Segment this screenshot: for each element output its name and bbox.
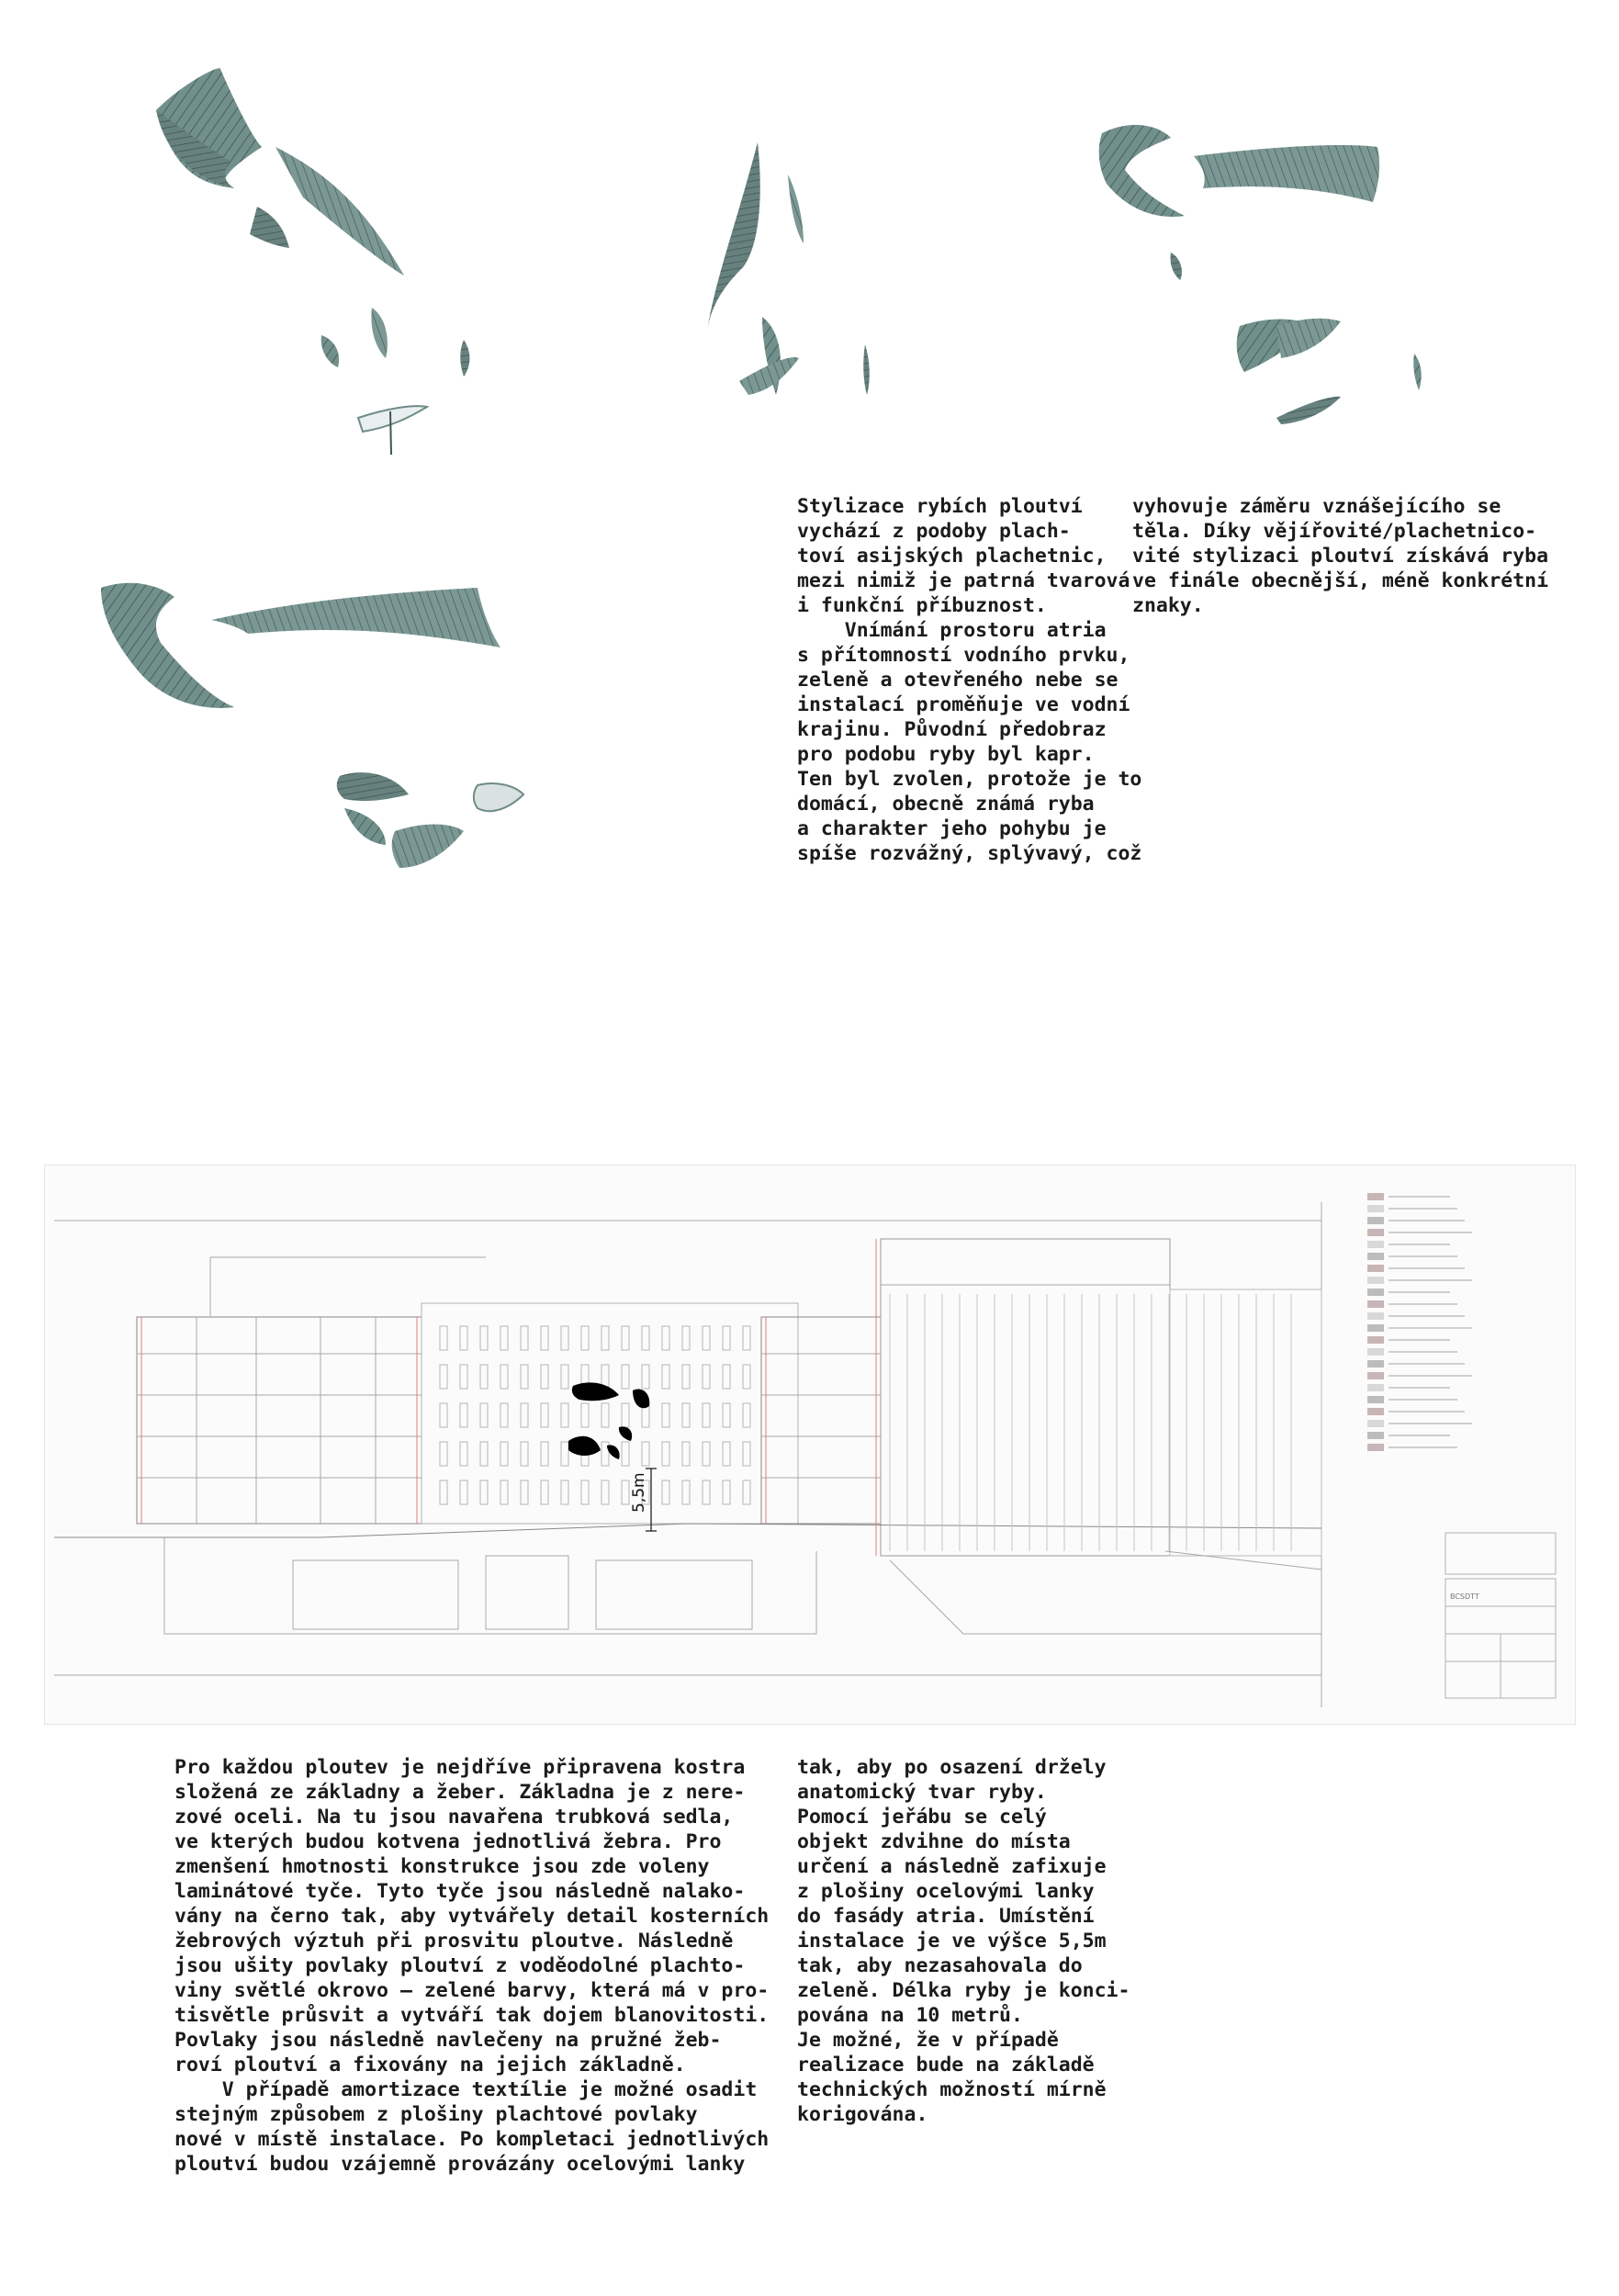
atrium-window [743, 1403, 750, 1427]
atrium-window [662, 1480, 669, 1504]
section-drawing [44, 1165, 1576, 1725]
legend-swatch [1367, 1396, 1384, 1403]
atrium-window [703, 1480, 710, 1504]
atrium-window [500, 1442, 508, 1466]
atrium-window [440, 1403, 447, 1427]
legend-swatch [1367, 1312, 1384, 1320]
atrium-window [500, 1403, 508, 1427]
title-block-company: BCSDTT [1450, 1593, 1479, 1601]
legend-swatch [1367, 1289, 1384, 1296]
atrium-window [723, 1442, 730, 1466]
atrium-window [602, 1326, 609, 1350]
atrium-window [642, 1442, 649, 1466]
fin-dorsal [1194, 145, 1379, 202]
atrium-window [743, 1480, 750, 1504]
legend-swatch [1367, 1253, 1384, 1260]
atrium-window [440, 1480, 447, 1504]
atrium-window [480, 1365, 488, 1389]
atrium-window [521, 1480, 528, 1504]
atrium-window [723, 1326, 730, 1350]
title-block [1445, 1533, 1556, 1698]
atrium-window [723, 1365, 730, 1389]
atrium-window [541, 1480, 548, 1504]
legend-swatch [1367, 1444, 1384, 1451]
atrium-window [642, 1326, 649, 1350]
atrium-window [541, 1442, 548, 1466]
fin-group-3 [1099, 125, 1422, 424]
atrium-window [521, 1365, 528, 1389]
fin-ventral [344, 808, 386, 845]
atrium-window [541, 1403, 548, 1427]
fin-dorsal [275, 147, 404, 276]
fin-anal [392, 825, 464, 869]
atrium-window [581, 1326, 589, 1350]
atrium-window [703, 1403, 710, 1427]
fin-small-3 [460, 340, 469, 377]
legend-swatch [1367, 1193, 1384, 1200]
atrium-window [743, 1442, 750, 1466]
atrium-window [743, 1326, 750, 1350]
intro-text-column-1: Stylizace rybích ploutví vychází z podoby plach- toví asijských plachetnic, mezi nimiž je patrná tvarová i funkční příbuznost. Vnímání prostoru atria s přítomností vodního prvku, zeleně a otevřeného nebe se instalací proměňuje ve vodní krajinu. Původní předobraz pro podobu ryby byl kapr. Ten byl zvolen, protože je to domácí, obecně známá ryba a charakter jeho pohybu je spíše rozvážný, splývavý, což [797, 495, 1142, 865]
atrium-window [460, 1326, 467, 1350]
legend-swatch [1367, 1432, 1384, 1439]
atrium-window [662, 1365, 669, 1389]
fin-ventral-2 [1276, 319, 1341, 358]
fin-group-2 [707, 142, 870, 395]
legend-swatch [1367, 1241, 1384, 1248]
atrium-window [500, 1326, 508, 1350]
atrium-window [521, 1403, 528, 1427]
atrium-window [682, 1403, 690, 1427]
atrium-window [460, 1403, 467, 1427]
atrium-window [561, 1403, 568, 1427]
atrium-window [602, 1480, 609, 1504]
legend-swatch [1367, 1300, 1384, 1308]
legend-swatch [1367, 1408, 1384, 1415]
center-wing [761, 1317, 881, 1524]
atrium-window [440, 1442, 447, 1466]
atrium-window [500, 1480, 508, 1504]
legend-swatch [1367, 1265, 1384, 1272]
atrium-window [723, 1403, 730, 1427]
atrium-window [500, 1365, 508, 1389]
atrium-window [622, 1326, 629, 1350]
atrium-window [723, 1480, 730, 1504]
fin-tail [101, 583, 234, 708]
atrium-window [581, 1403, 589, 1427]
fin-small-2 [371, 308, 388, 358]
legend-swatch [1367, 1348, 1384, 1356]
fin-pectoral [250, 207, 289, 248]
atrium-facade [422, 1303, 798, 1524]
legend-panel [1367, 1193, 1472, 1451]
fin-tail [1099, 125, 1185, 217]
left-wing [137, 1317, 422, 1524]
legend-swatch [1367, 1324, 1384, 1332]
height-dimension [630, 1469, 657, 1531]
atrium-window [682, 1365, 690, 1389]
atrium-window [622, 1403, 629, 1427]
atrium-window [682, 1326, 690, 1350]
atrium-window [662, 1403, 669, 1427]
atrium-window [440, 1326, 447, 1350]
atrium-window [561, 1326, 568, 1350]
legend-swatch [1367, 1420, 1384, 1427]
atrium-window [662, 1326, 669, 1350]
fin-anal [1276, 397, 1341, 424]
fin-small [1413, 354, 1421, 390]
atrium-window [602, 1403, 609, 1427]
atrium-window [440, 1365, 447, 1389]
right-tower [881, 1239, 1170, 1556]
fin-dorsal [788, 174, 804, 243]
atrium-window [581, 1480, 589, 1504]
atrium-window [642, 1365, 649, 1389]
fin-dorsal [211, 588, 500, 647]
fin-group-4 [101, 583, 523, 868]
fin-pectoral [1170, 253, 1181, 280]
atrium-window [622, 1480, 629, 1504]
intro-text-column-2: vyhovuje záměru vznášejícího se těla. Díky vějířovité/plachetnico- vité stylizaci ploutví získává ryba ve finále obecnější, méně konkrétní znaky. [1132, 495, 1549, 617]
fin-small-1 [321, 335, 339, 367]
atrium-window [743, 1365, 750, 1389]
legend-swatch [1367, 1205, 1384, 1212]
atrium-window [682, 1442, 690, 1466]
atrium-window [662, 1442, 669, 1466]
atrium-window [480, 1403, 488, 1427]
fin-ventral [358, 406, 427, 432]
fin-tail [707, 142, 760, 331]
atrium-window [682, 1480, 690, 1504]
atrium-window [480, 1442, 488, 1466]
legend-swatch [1367, 1372, 1384, 1379]
legend-swatch [1367, 1336, 1384, 1344]
atrium-window [460, 1365, 467, 1389]
atrium-windows [440, 1326, 750, 1504]
atrium-window [480, 1480, 488, 1504]
legend-swatch [1367, 1360, 1384, 1367]
atrium-window [460, 1480, 467, 1504]
atrium-window [622, 1365, 629, 1389]
atrium-window [703, 1326, 710, 1350]
fin-small [863, 344, 870, 395]
fin-group-1 [156, 68, 469, 455]
construction-text-column-2: tak, aby po osazení držely anatomický tvar ryby. Pomocí jeřábu se celý objekt zdvihne do místa určení a následně zafixuje z plošiny ocelovými lanky do fasády atria. Umístění instalace je ve výšce 5,5m tak, aby nezasahovala do zeleně. Délka ryby je konci- pována na 10 metrů. Je možné, že v případě realizace bude na základě technických možností mírně korigována. [797, 1756, 1130, 2126]
legend-swatch [1367, 1217, 1384, 1224]
construction-text-column-1: Pro každou ploutev je nejdříve připravena kostra složená ze základny a žeber. Základna je z nere- zové oceli. Na tu jsou navařena trubková sedla, ve kterých budou kotvena jednotlivá žebra. Pro zmenšení hmotnosti konstrukce jsou zde voleny laminátové tyče. Tyto tyče jsou následně nalako- vány na černo tak, aby vytvářely detail kosterních žebrových výztuh při prosvitu ploutve. Následně jsou ušity povlaky ploutví z voděodolné plachto- viny světlé okrovo – zelené barvy, která má v pro- tisvětle průsvit a vytváří tak dojem blanovitosti. Povlaky jsou následně navlečeny na pružné žeb- roví ploutví a fixovány na jejich základně. V případě amortizace textílie je možné osadit stejným způsobem z plošiny plachtové povlaky nové v místě instalace. Po kompletaci jednotlivých ploutví budou vzájemně provázány ocelovými lanky [174, 1756, 770, 2176]
atrium-window [521, 1442, 528, 1466]
atrium-window [622, 1442, 629, 1466]
atrium-window [521, 1326, 528, 1350]
atrium-window [541, 1365, 548, 1389]
atrium-window [561, 1480, 568, 1504]
atrium-window [561, 1365, 568, 1389]
fin-pectoral [337, 772, 409, 801]
tower-facade-strips [890, 1294, 1291, 1551]
atrium-window [541, 1326, 548, 1350]
legend-swatch [1367, 1384, 1384, 1391]
atrium-window [561, 1442, 568, 1466]
legend-swatch [1367, 1277, 1384, 1284]
height-label: 5,5m [630, 1472, 648, 1513]
atrium-window [480, 1326, 488, 1350]
atrium-window [460, 1442, 467, 1466]
legend-swatch [1367, 1229, 1384, 1236]
atrium-window [703, 1442, 710, 1466]
section-drawing-svg [45, 1165, 1575, 1724]
atrium-window [703, 1365, 710, 1389]
fin-small [474, 783, 523, 811]
